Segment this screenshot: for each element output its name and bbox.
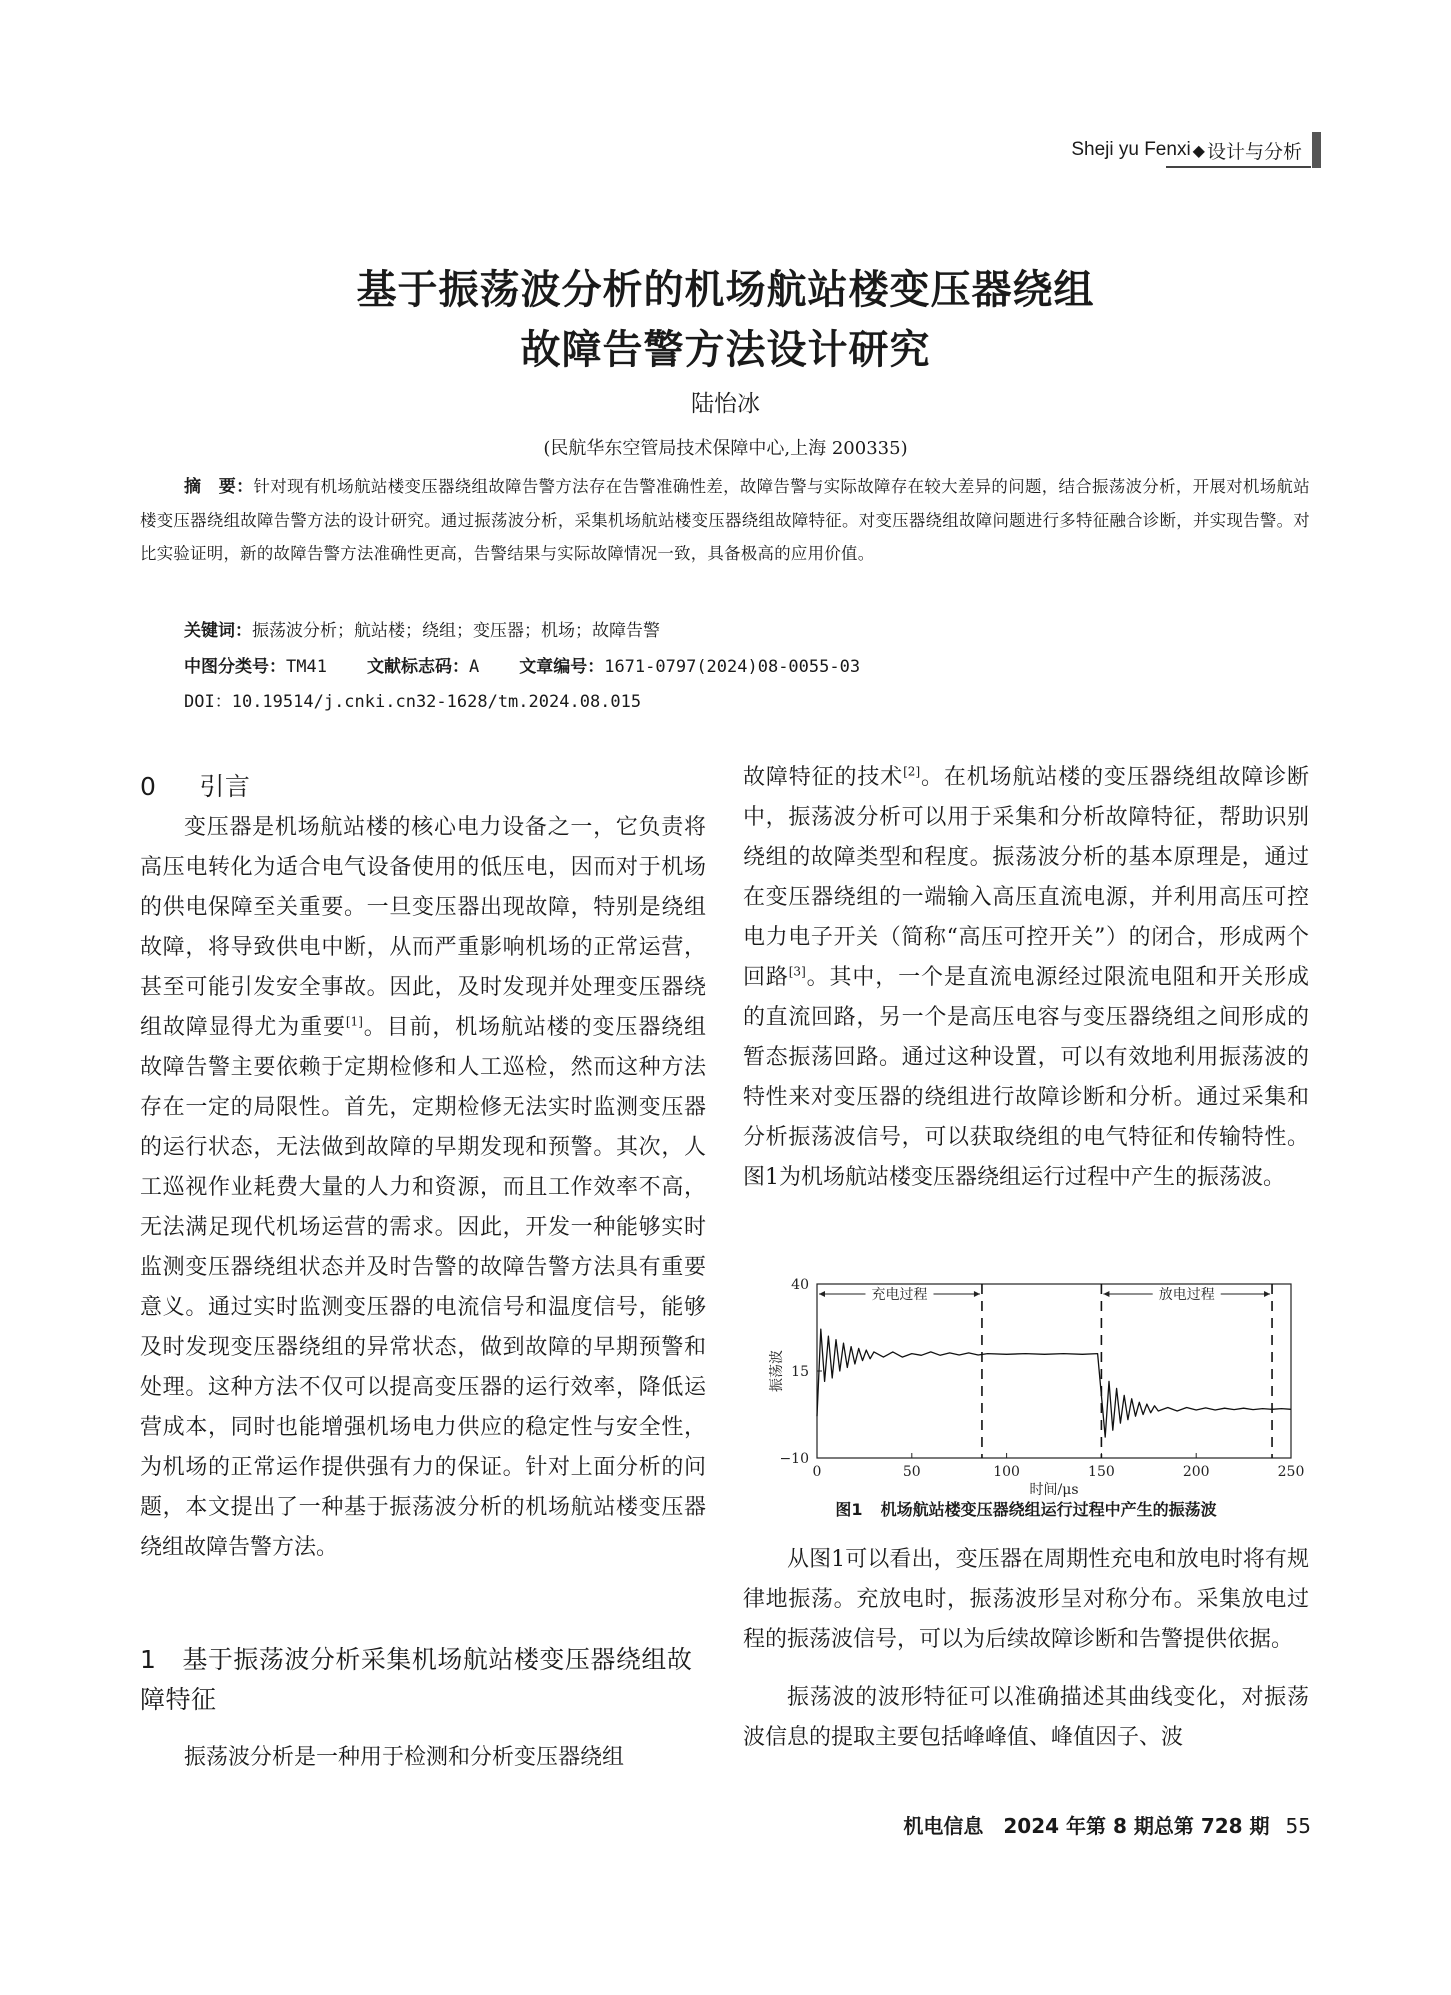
section-1-title: 基于振荡波分析采集机场航站楼变压器绕组故障特征: [140, 1645, 693, 1714]
affiliation: (民航华东空管局技术保障中心,上海 200335): [543, 438, 908, 459]
article-no-value: 1671-0797(2024)08-0055-03: [604, 657, 861, 677]
header-rule: [1166, 166, 1311, 168]
cont-text-a: 故障特征的技术: [743, 765, 904, 790]
section-0-title: 引言: [199, 772, 251, 801]
ref-1: [1]: [345, 1014, 363, 1029]
abstract-text: 针对现有机场航站楼变压器绕组故障告警方法存在告警准确性差，故障告警与实际故障存在较大差异的问题，结合振荡波分析，开展对机场航站楼变压器绕组故障告警方法的设计研究。通过振荡波分析，采集机场航站楼变压器绕组故障特征。对变压器绕组故障问题进行多特征融合诊断，并实现告警。对比实验证明，新的故障告警方法准确性更高，告警结果与实际故障情况一致，具备极高的应用价值。: [140, 477, 1310, 563]
continued-paragraph: [743, 758, 1309, 1198]
page-footer: [903, 1810, 1311, 1839]
cont-text-b: 。在机场航站楼的变压器绕组故障诊断中，振荡波分析可以用于采集和分析故障特征，帮助识别绕组的故障类型和程度。振荡波分析的基本原理是，通过在变压器绕组的一端输入高压直流电源，并利用高压可控电力电子开关（简称“高压可控开关”）的闭合，形成两个回路: [743, 765, 1309, 990]
diamond-icon: ◆: [1192, 140, 1205, 160]
section-0-text-a: 变压器是机场航站楼的核心电力设备之一，它负责将高压电转化为适合电气设备使用的低压电，因而对于机场的供电保障至关重要。一旦变压器出现故障，特别是绕组故障，将导致供电中断，从而严重影响机场的正常运营，甚至可能引发安全事故。因此，及时发现并处理变压器绕组故障显得尤为重要: [140, 815, 706, 1040]
x-tick-label: 250: [1277, 1464, 1305, 1480]
clc-label: 中图分类号：: [184, 657, 286, 677]
y-axis-label: 振荡波: [769, 1350, 785, 1392]
right-column-text: [743, 758, 1309, 1198]
section-1-body: [140, 1738, 706, 1778]
ref-3: [3]: [788, 964, 806, 979]
article-no-label: 文章编号：: [519, 657, 605, 677]
doi: [184, 687, 641, 712]
arrowhead-left-icon: [819, 1291, 825, 1297]
classification-line: [184, 652, 860, 677]
section-1-heading: [140, 1640, 706, 1720]
abstract-label: 摘 要：: [184, 477, 254, 497]
keywords-label: 关键词：: [184, 621, 252, 641]
paragraph-figure-discussion: 从图1可以看出，变压器在周期性充电和放电时将有规律地振荡。充放电时，振荡波形呈对称分布。采集放电过程的振荡波信号，可以为后续故障诊断和告警提供依据。: [743, 1547, 1309, 1652]
section-1-paragraph: 振荡波分析是一种用于检测和分析变压器绕组: [184, 1745, 625, 1770]
x-tick-label: 100: [993, 1464, 1020, 1480]
section-0-text-b: 。目前，机场航站楼的变压器绕组故障告警主要依赖于定期检修和人工巡检，然而这种方法存在一定的局限性。首先，定期检修无法实时监测变压器的运行状态，无法做到故障的早期发现和预警。其次，人工巡视作业耗费大量的人力和资源，而且工作效率不高，无法满足现代机场运营的需求。因此，开发一种能够实时监测变压器绕组状态并及时告警的故障告警方法具有重要意义。通过实时监测变压器的电流信号和温度信号，能够及时发现变压器绕组的异常状态，做到故障的早期预警和处理。这种方法不仅可以提高变压器的运行效率，降低运营成本，同时也能增强机场电力供应的稳定性与安全性，为机场的正常运作提供强有力的保证。针对上面分析的问题，本文提出了一种基于振荡波分析的机场航站楼变压器绕组故障告警方法。: [140, 1015, 706, 1560]
doi-value: 10.19514/j.cnki.cn32-1628/tm.2024.08.015: [231, 692, 642, 712]
phase-annotation-label: 放电过程: [1158, 1287, 1215, 1303]
doc-code-value: A: [468, 657, 480, 677]
keywords: [184, 616, 660, 641]
paragraph-waveform-features: 振荡波的波形特征可以准确描述其曲线变化，对振荡波信息的提取主要包括峰峰值、峰值因子、波: [743, 1685, 1309, 1750]
figure-1-chart: [743, 1270, 1309, 1498]
x-axis-label: 时间/μs: [1029, 1482, 1079, 1498]
arrowhead-left-icon: [1103, 1291, 1109, 1297]
y-tick-label: −10: [779, 1451, 809, 1467]
figure-caption-text: 机场航站楼变压器绕组运行过程中产生的振荡波: [880, 1500, 1217, 1519]
figure-caption: [743, 1497, 1309, 1520]
page-number: 55: [1285, 1814, 1311, 1838]
paper-title-line2: 故障告警方法设计研究: [520, 327, 931, 373]
arrowhead-right-icon: [974, 1291, 980, 1297]
cont-text-c: 。其中，一个是直流电源经过限流电阻和开关形成的直流回路，另一个是高压电容与变压器绕组之间形成的暂态振荡回路。通过这种设置，可以有效地利用振荡波的特性来对变压器的绕组进行故障诊断和分析。通过采集和分析振荡波信号，可以获取绕组的电气特征和传输特性。图1为机场航站楼变压器绕组运行过程中产生的振荡波。: [743, 965, 1309, 1190]
keywords-text: 振荡波分析；航站楼；绕组；变压器；机场；故障告警: [252, 621, 660, 641]
plot-frame: [817, 1284, 1291, 1458]
header-bar-icon: [1312, 132, 1321, 168]
doi-label: DOI：: [184, 692, 232, 712]
abstract: [140, 470, 1310, 570]
arrowhead-right-icon: [1264, 1291, 1270, 1297]
section-1-number: 1: [140, 1645, 157, 1674]
y-tick-label: 15: [791, 1364, 809, 1380]
doc-code-label: 文献标志码：: [366, 657, 469, 677]
section-0-number: 0: [140, 772, 157, 801]
author: 陆怡冰: [691, 391, 760, 417]
x-tick-label: 150: [1088, 1464, 1115, 1480]
x-tick-label: 200: [1182, 1464, 1210, 1480]
paper-title-line1: 基于振荡波分析的机场航站楼变压器绕组: [356, 267, 1095, 313]
section-0-body: [140, 808, 706, 1568]
x-tick-label: 0: [812, 1464, 822, 1480]
x-tick-label: 50: [902, 1464, 921, 1480]
running-header-column: 设计与分析: [1206, 140, 1302, 163]
footer-journal: 机电信息 2024 年第 8 期总第 728 期: [903, 1814, 1270, 1838]
phase-annotation-label: 充电过程: [871, 1287, 928, 1303]
section-0-heading: [140, 767, 250, 807]
figure-number: 图1: [835, 1500, 863, 1519]
right-column-after-figure: [743, 1540, 1309, 1758]
clc-value: TM41: [286, 657, 327, 677]
ref-2: [2]: [903, 764, 921, 779]
oscillation-wave-line: [817, 1329, 1291, 1437]
running-header: [1071, 132, 1321, 168]
y-tick-label: 40: [791, 1277, 809, 1293]
section-0-paragraph: [140, 808, 706, 1568]
running-header-pinyin: Sheji yu Fenxi: [1071, 139, 1191, 160]
